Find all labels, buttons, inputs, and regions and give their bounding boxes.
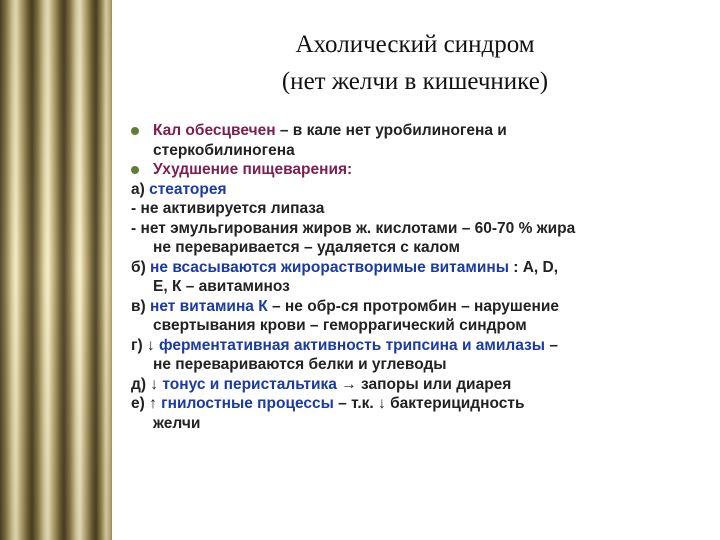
text-segment: желчи <box>153 414 201 432</box>
text-segment: Кал обесцвечен <box>153 122 276 139</box>
text-line <box>131 258 706 278</box>
text-line <box>131 219 706 239</box>
continuation-line <box>131 277 706 297</box>
title-line-1: Ахолический синдром <box>295 31 535 58</box>
text-line <box>131 199 706 219</box>
bullet-text <box>131 122 507 139</box>
text-segment: стеркобилиногена <box>153 141 295 159</box>
text-segment: нет витамина К <box>150 297 268 315</box>
title-line-2: (нет желчи в кишечнике) <box>281 68 549 95</box>
slide-body <box>131 121 706 433</box>
text-segment: д) ↓ <box>131 375 163 393</box>
text-segment: Ухудшение пищеварения: <box>153 161 353 178</box>
text-segment: ферментативная активность трипсина и амилазы <box>158 336 546 354</box>
text-line <box>131 297 706 317</box>
text-segment: - нет эмульгирования жиров ж. кислотами – 60-70 % жира <box>131 219 576 237</box>
text-segment: в) <box>131 297 150 315</box>
text-segment: не переваривается – удаляется с калом <box>153 239 460 256</box>
text-segment: б) <box>131 258 151 276</box>
gold-striped-border <box>0 0 112 540</box>
continuation-line <box>131 414 706 434</box>
text-segment: стеаторея <box>149 180 227 198</box>
text-segment: не всасываются жирорастворимые витамины <box>150 258 509 276</box>
text-segment: – <box>545 336 558 354</box>
text-segment: - не активируется липаза <box>131 200 325 217</box>
continuation-line <box>131 355 706 375</box>
text-line <box>131 394 706 414</box>
text-line <box>131 375 706 395</box>
slide-title <box>205 26 625 100</box>
bullet-text <box>131 161 352 178</box>
text-segment: а) <box>131 180 150 198</box>
text-segment: свертывания крови – геморрагический синдром <box>153 317 527 334</box>
text-segment: гнилостные процессы <box>161 395 334 412</box>
bullet-item <box>131 121 706 141</box>
bullet-dot-icon <box>131 127 139 135</box>
text-segment: тонус и перистальтика <box>162 375 337 393</box>
text-line <box>131 336 706 356</box>
continuation-line <box>131 141 706 161</box>
text-segment: – т.к. ↓ бактерицидность <box>333 395 525 412</box>
text-segment: : А, D, <box>508 258 559 276</box>
text-segment: Е, К – авитаминоз <box>153 278 290 295</box>
bullet-dot-icon <box>131 166 139 174</box>
bullet-item <box>131 160 706 180</box>
text-segment: г) ↓ <box>131 336 159 354</box>
text-segment: – в кале нет уробилиногена и <box>275 122 507 139</box>
text-segment: – не обр-ся протромбин – нарушение <box>267 297 559 315</box>
continuation-line <box>131 316 706 336</box>
text-line <box>131 180 706 200</box>
text-segment: е) ↑ <box>131 395 162 412</box>
text-segment: не перевариваются белки и углеводы <box>153 356 447 373</box>
continuation-line <box>131 238 706 258</box>
text-segment: → запоры или диарея <box>336 375 512 393</box>
